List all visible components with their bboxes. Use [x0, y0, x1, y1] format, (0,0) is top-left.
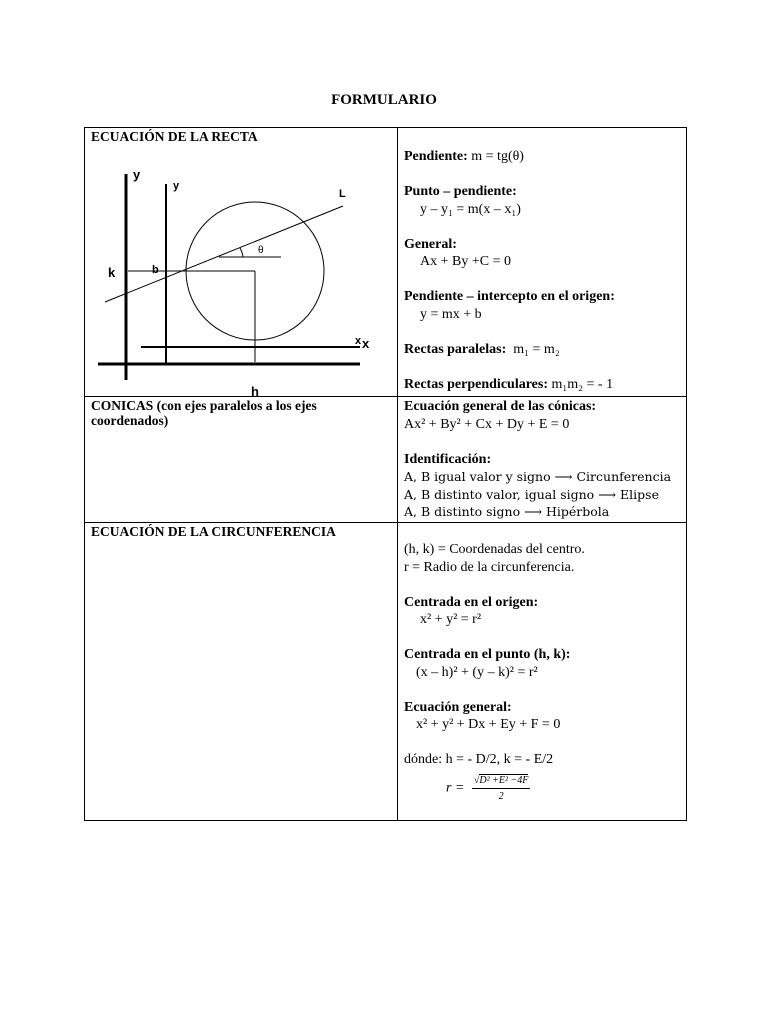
- paralelas-eq: m₁ = m₂: [513, 341, 560, 357]
- heading-conicas: CONICAS (con ejes paralelos a los ejes coordenados): [91, 398, 317, 428]
- ident-elipse: A, B distinto valor, igual signo ⟶ Elipse: [404, 486, 659, 502]
- theta-label: θ: [257, 244, 264, 256]
- general-eq: Ax + By +C = 0: [420, 254, 511, 269]
- heading-recta: ECUACIÓN DE LA RECTA: [91, 129, 258, 144]
- intercepto-label: Pendiente – intercepto en el origen:: [404, 289, 615, 304]
- ident-hiperbola: A, B distinto signo ⟶ Hipérbola: [404, 504, 610, 519]
- paralelas-label: Rectas paralelas:: [404, 341, 507, 357]
- radio-def: r = Radio de la circunferencia.: [404, 559, 575, 575]
- punto-pendiente-label: Punto – pendiente:: [404, 184, 517, 199]
- cell-recta-formulas: [398, 128, 687, 397]
- radius-numerator: [472, 775, 530, 789]
- origen-eq: x² + y² = r²: [420, 612, 482, 627]
- punto-eq: (x – h)² + (y – k)² = r²: [416, 664, 538, 680]
- radius-fraction: [472, 775, 530, 802]
- paralelas-line: [398, 341, 686, 359]
- conicas-general-label: Ecuación general de las cónicas:: [404, 399, 597, 414]
- x-axis-label: x: [361, 335, 369, 351]
- punto-label: Centrada en el punto (h, k):: [404, 647, 571, 662]
- k-label: k: [107, 264, 115, 280]
- ecuacion-general-eq: x² + y² + Dx + Ey + F = 0: [416, 717, 561, 732]
- perpendiculares-line: [398, 376, 686, 394]
- conicas-general-eq: Ax² + By² + Cx + Dy + E = 0: [404, 416, 570, 432]
- radius-denominator: 2: [498, 790, 504, 802]
- perpendiculares-eq: m₁m₂ = - 1: [551, 376, 614, 392]
- line-label: L: [338, 187, 346, 200]
- intercepto-eq: y = mx + b: [420, 306, 482, 322]
- donde-line: dónde: h = - D/2, k = - E/2: [404, 752, 554, 767]
- punto-pendiente-eq: y – y₁ = m(x – x₁): [420, 201, 521, 217]
- ident-circunferencia: A, B igual valor y signo ⟶ Circunferencia: [404, 469, 672, 484]
- pendiente-eq: m = tg(θ): [471, 149, 524, 164]
- formula-table: [84, 127, 687, 821]
- row-circunferencia: [85, 523, 687, 821]
- origen-label: Centrada en el origen:: [404, 594, 539, 610]
- page-title: FORMULARIO: [331, 92, 437, 108]
- pendiente-line: [398, 148, 686, 166]
- ecuacion-general-label: Ecuación general:: [404, 699, 512, 715]
- heading-circunferencia: ECUACIÓN DE LA CIRCUNFERENCIA: [91, 524, 336, 539]
- pendiente-label: Pendiente:: [404, 149, 468, 164]
- x-axis-label: x: [354, 334, 361, 347]
- cell-conicas-formulas: [398, 397, 687, 523]
- radicand: D² +E² −4F: [479, 774, 529, 786]
- y-axis-label: y: [172, 179, 179, 192]
- cell-circ-formulas: [398, 523, 687, 821]
- radius-lhs: r =: [446, 780, 465, 796]
- h-label: h: [250, 383, 259, 399]
- radius-formula: [398, 769, 686, 802]
- identificacion-label: Identificación:: [404, 451, 492, 467]
- centro-def: (h, k) = Coordenadas del centro.: [404, 542, 585, 557]
- sqrt-icon: √: [473, 774, 480, 786]
- general-label: General:: [404, 236, 457, 252]
- intercept-b-label: b: [151, 263, 159, 276]
- circle-diagram: [85, 144, 397, 424]
- perpendiculares-label: Rectas perpendiculares:: [404, 376, 548, 392]
- y-axis-label: y: [132, 166, 140, 182]
